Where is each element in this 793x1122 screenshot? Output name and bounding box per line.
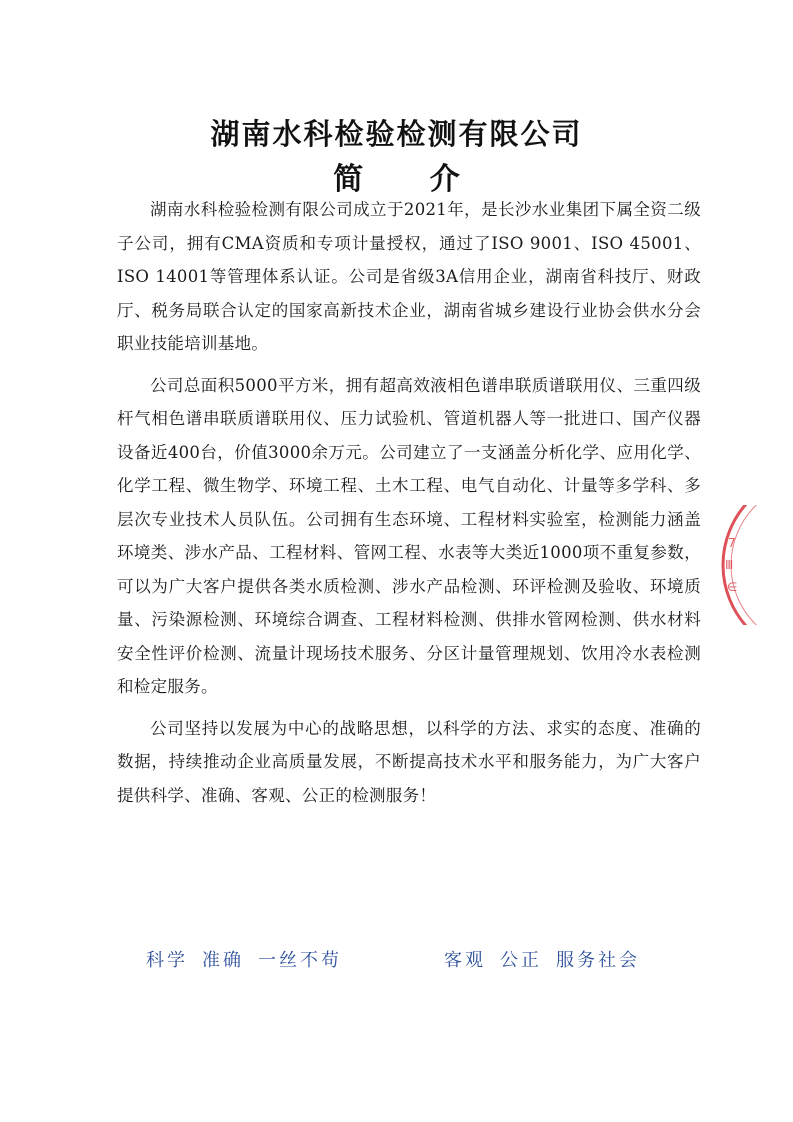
motto-right-2: 公正 <box>500 950 542 971</box>
motto-left-3: 一丝不苟 <box>258 950 342 971</box>
motto-left <box>146 946 356 972</box>
company-seal-stamp <box>700 505 793 625</box>
paragraph-2: 公司总面积5000平方米，拥有超高效液相色谱串联质谱联用仪、三重四级杆气相色谱串联质谱联用仪、压力试验机、管道机器人等一批进口、国产仪器设备近400台，价值3000余万元。公司建立了一支涵盖分析化学、应用化学、化学工程、微生物学、环境工程、土木工程、电气自动化、计量等多学科、多层次专业技术人员队伍。公司拥有生态环境、工程材料实验室，检测能力涵盖环境类、涉水产品、工程材料、管网工程、水表等大类近1000项不重复参数，可以为广大客户提供各类水质检测、涉水产品检测、环评检测及验收、环境质量、污染源检测、环境综合调查、工程材料检测、供排水管网检测、供水材料安全性评价检测、流量计现场技术服务、分区计量管理规划、饮用冷水表检测和检定服务。 <box>117 375 701 696</box>
paragraph-1: 湖南水科检验检测有限公司成立于2021年，是长沙水业集团下属全资二级子公司，拥有CMA资质和专项计量授权，通过了ISO 9001、ISO 45001、ISO 14001等管理体系认证。公司是省级3A信用企业，湖南省科技厅、财政厅、税务局联合认定的国家高新技术企业，湖南省城乡建设行业协会供水分会职业技能培训基地。 <box>117 200 701 353</box>
motto-left-1: 科学 <box>146 950 188 971</box>
svg-text:Ⅲ: Ⅲ <box>725 558 734 572</box>
paragraph-3: 公司坚持以发展为中心的战略思想，以科学的方法、求实的态度、准确的数据，持续推动企业高质量发展，不断提高技术水平和服务能力，为广大客户提供科学、准确、客观、公正的检测服务！ <box>117 718 701 805</box>
seal-arc-icon <box>700 505 793 625</box>
motto-right-3: 服务社会 <box>556 950 640 971</box>
svg-text:∈: ∈ <box>727 580 738 594</box>
svg-text:7: 7 <box>728 536 736 550</box>
motto-right-1: 客观 <box>444 950 486 971</box>
motto-left-2: 准确 <box>202 950 244 971</box>
intro-title: 简 介 <box>333 162 488 197</box>
company-title: 湖南水科检验检测有限公司 <box>210 117 583 151</box>
motto-right <box>444 946 654 972</box>
document-body <box>117 193 701 820</box>
